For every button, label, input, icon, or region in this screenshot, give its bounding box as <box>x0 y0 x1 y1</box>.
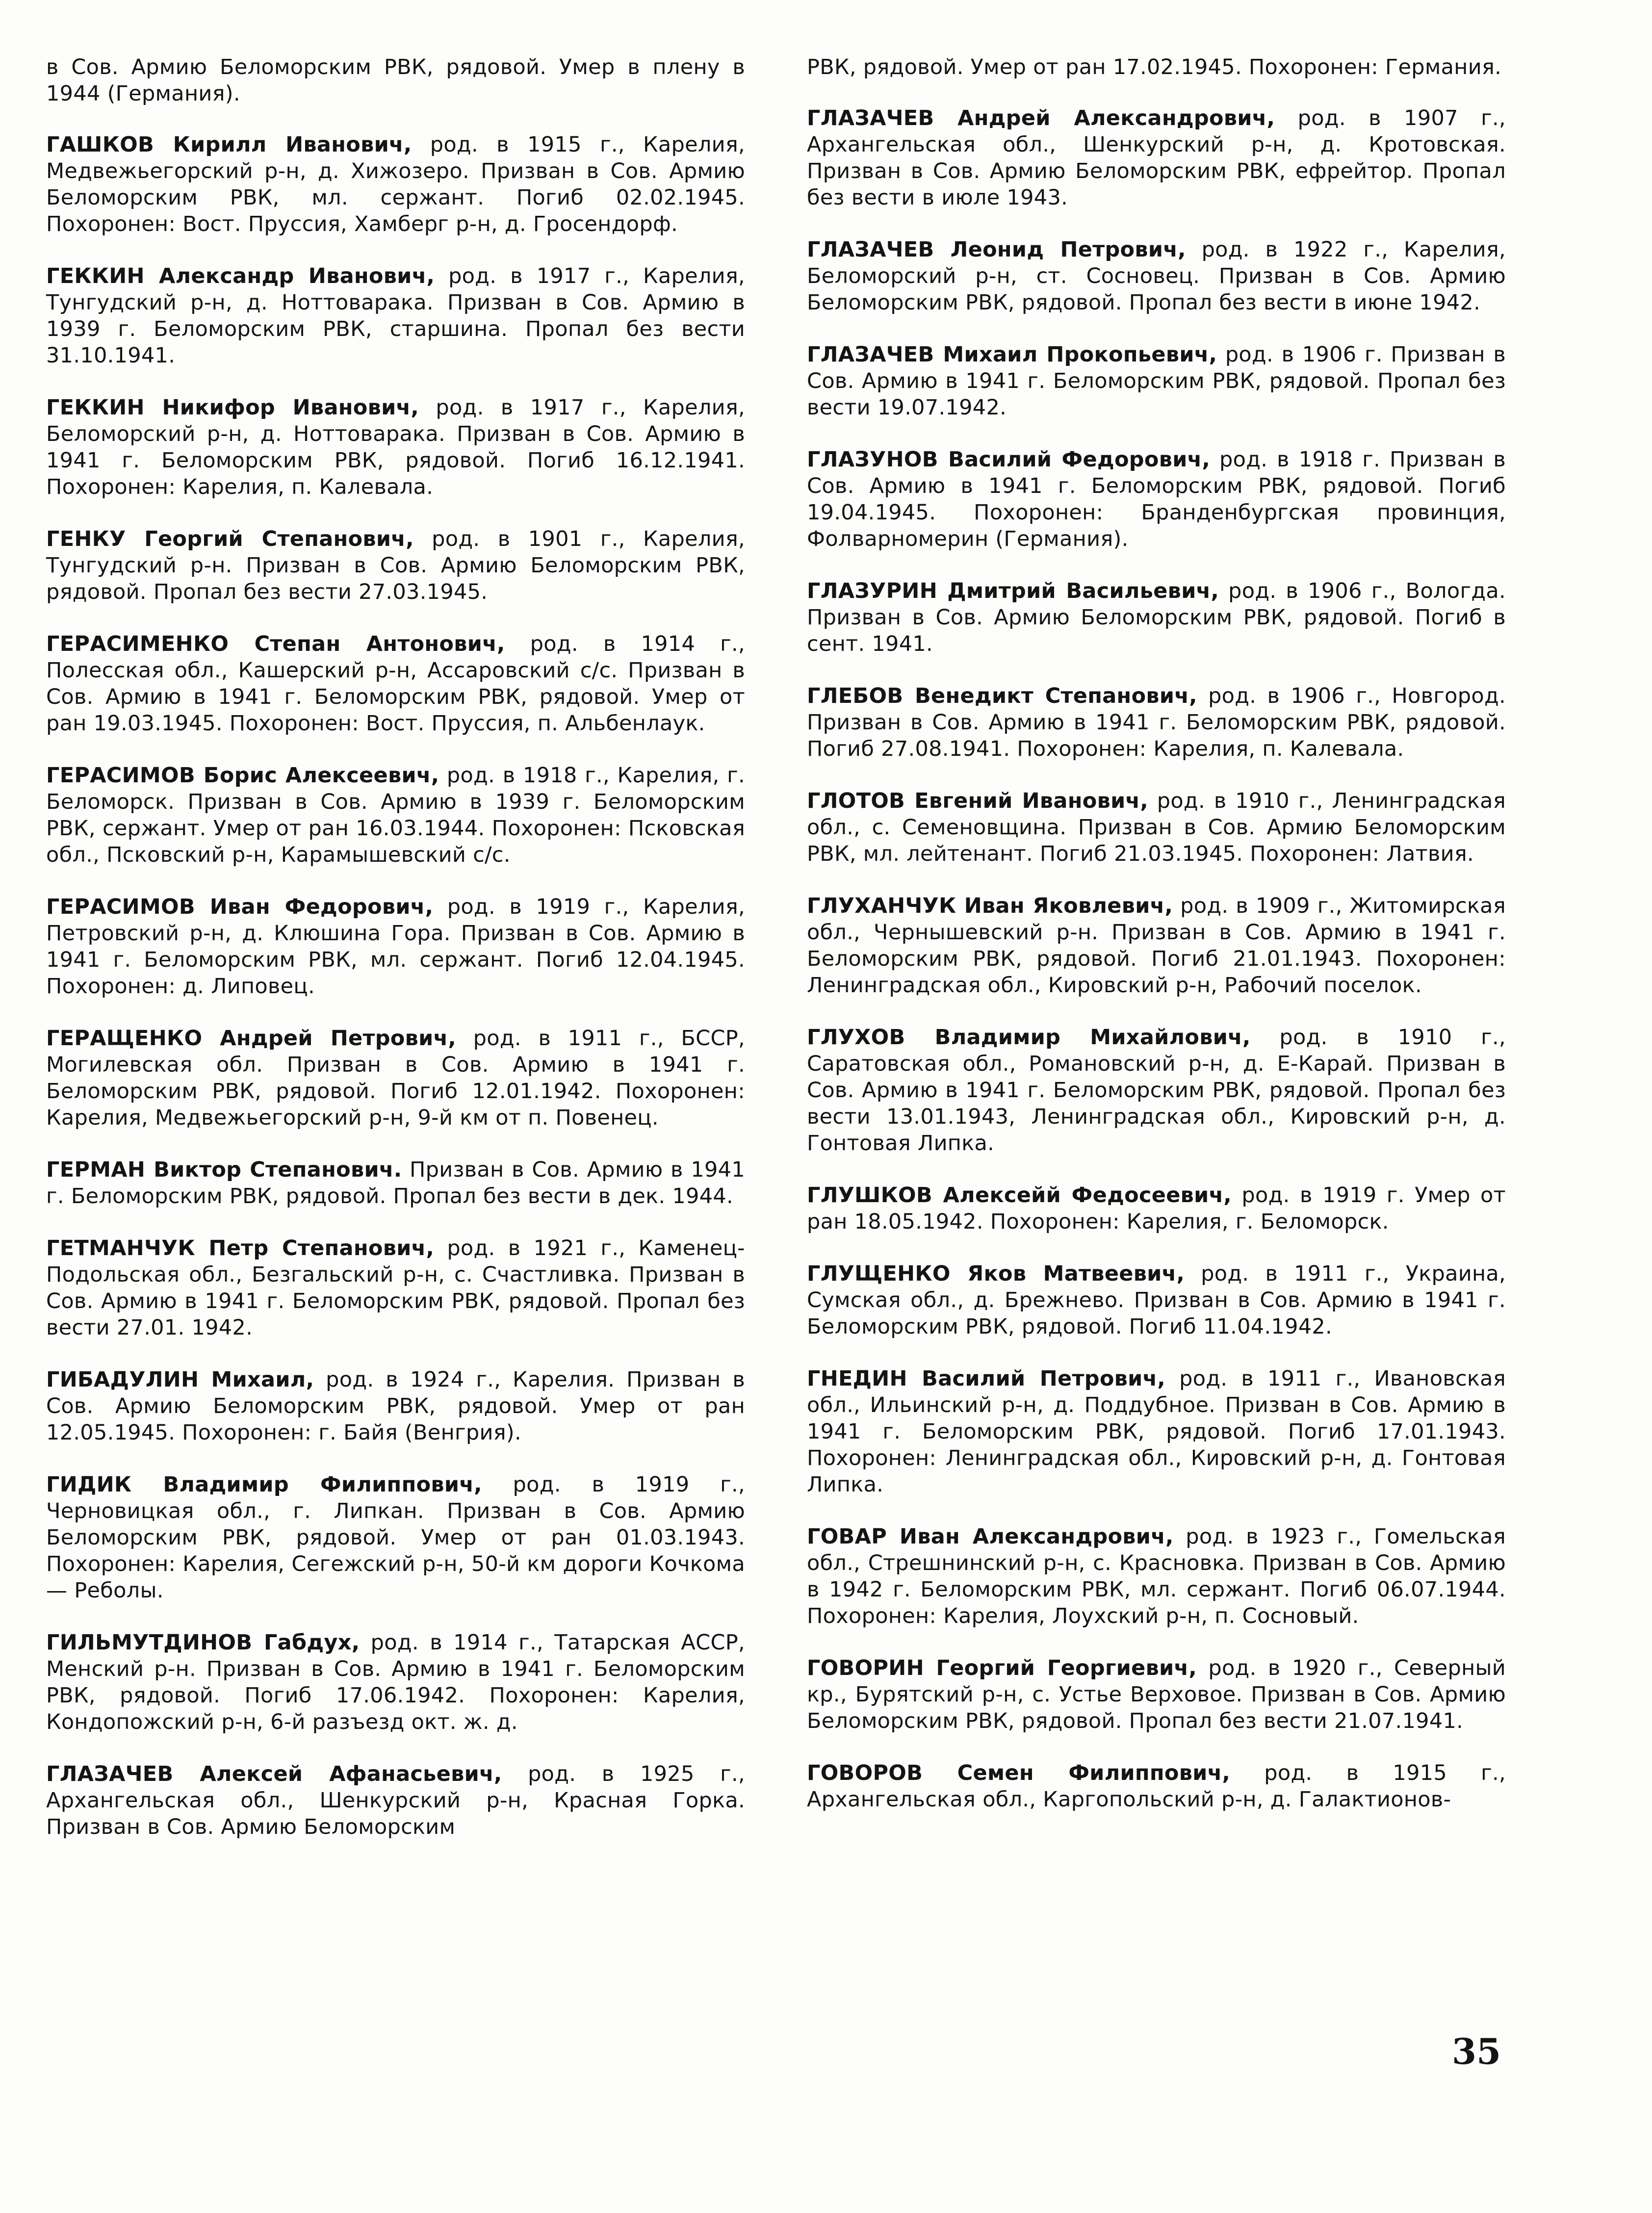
entry <box>807 1365 1506 1498</box>
entry <box>807 1523 1506 1629</box>
entry-name: ГЛУШКОВ Алексейй Федосеевич, <box>807 1183 1232 1208</box>
entry-name: ГОВОРИН Георгий Георгиевич, <box>807 1656 1197 1680</box>
entry <box>46 762 745 868</box>
entry-text: род. в 1921 г., Каменец-Подольская обл., Безгальский р-н, с. Счастливка. Призван в Сов. Армию в 1941 г. Беломорским РВК, рядовой. Пропал без вести 27.01. 1942. <box>46 1236 745 1340</box>
entry <box>46 131 745 237</box>
entry-text: род. в 1911 г., Украина, Сумская обл., д. Брежнево. Призван в Сов. Армию в 1941 г. Беломорским РВК, рядовой. Погиб 11.04.1942. <box>807 1261 1506 1339</box>
entry <box>807 1182 1506 1235</box>
entry <box>807 788 1506 867</box>
entry-text: род. в 1906 г., Новгород. Призван в Сов. Армию в 1941 г. Беломорским РВК, рядовой. Погиб 27.08.1941. Похоронен: Карелия, п. Калевала. <box>807 684 1506 761</box>
entry-text: род. в 1919 г. Умер от ран 18.05.1942. Похоронен: Карелия, г. Беломорск. <box>807 1183 1506 1234</box>
entry <box>46 1629 745 1735</box>
entry <box>46 394 745 500</box>
entry <box>46 263 745 369</box>
entry-text: род. в 1914 г., Полесская обл., Кашерский р-н, Ассаровский с/с. Призван в Сов. Армию в 1941 г. Беломорским РВК, рядовой. Умер от ран 19.03.1945. Похоронен: Вост. Пруссия, п. Альбенлаук. <box>46 632 745 736</box>
entry <box>807 1261 1506 1340</box>
entry-name: ГЛАЗАЧЕВ Андрей Александрович, <box>807 106 1275 130</box>
entry-text: род. в 1915 г., Карелия, Медвежьегорский р-н, д. Хижозеро. Призван в Сов. Армию Беломорским РВК, мл. сержант. Погиб 02.02.1945. Похоронен: Вост. Пруссия, Хамберг р-н, д. Гросендорф. <box>46 132 746 236</box>
left-column <box>46 54 745 1866</box>
entry-name: ГЛУХАНЧУК Иван Яковлевич, <box>807 894 1173 918</box>
entry <box>46 631 745 737</box>
entry <box>46 54 745 107</box>
entry-name: ГЕРАСИМЕНКО Степан Антонович, <box>46 632 505 656</box>
entry <box>807 578 1506 657</box>
entry-text: род. в 1906 г. Призван в Сов. Армию в 1941 г. Беломорским РВК, рядовой. Пропал без вести 19.07.1942. <box>807 342 1506 420</box>
entry <box>807 683 1506 762</box>
entry-name: ГЕККИН Александр Иванович, <box>46 264 435 288</box>
entry-name: ГЛАЗАЧЕВ Алексей Афанасьевич, <box>46 1762 502 1786</box>
entry-text: род. в 1917 г., Карелия, Тунгудский р-н, д. Ноттоварака. Призван в Сов. Армию в 1939 г. Беломорским РВК, старшина. Пропал без вести 31.10.1941. <box>46 264 745 368</box>
entry <box>807 341 1506 421</box>
entry-text: Призван в Сов. Армию в 1941 г. Беломорским РВК, рядовой. Пропал без вести в дек. 1944. <box>46 1158 745 1209</box>
entry-name: ГЕНКУ Георгий Степанович, <box>46 527 414 551</box>
entry <box>807 54 1506 80</box>
entry-text: род. в 1915 г., Архангельская обл., Каргопольский р-н, д. Галактионов- <box>807 1761 1506 1812</box>
entry-text: род. в 1919 г., Черновицкая обл., г. Липкан. Призван в Сов. Армию Беломорским РВК, рядовой. Умер от ран 01.03.1943. Похоронен: Карелия, Сегежский р-н, 50-й км дороги Кочкома — Реболы. <box>46 1472 745 1603</box>
entry-text: род. в 1918 г. Призван в Сов. Армию в 1941 г. Беломорским РВК, рядовой. Погиб 19.04.1945. Похоронен: Бранденбургская провинция, Фолварномерин (Германия). <box>807 447 1506 551</box>
entry-name: ГЕРАЩЕНКО Андрей Петрович, <box>46 1026 457 1051</box>
entry <box>807 1760 1506 1813</box>
entry-text: род. в 1925 г., Архангельская обл., Шенкурский р-н, Красная Горка. Призван в Сов. Армию Беломорским <box>46 1762 745 1839</box>
page-number: 35 <box>1452 2031 1501 2072</box>
entry-text: РВК, рядовой. Умер от ран 17.02.1945. Похоронен: Германия. <box>807 55 1502 79</box>
entry <box>46 1235 745 1341</box>
entry-name: ГЕРАСИМОВ Борис Алексеевич, <box>46 763 439 788</box>
entry-name: ГОВОРОВ Семен Филиппович, <box>807 1761 1231 1785</box>
entry-text: род. в 1910 г., Ленинградская обл., с. Семеновщина. Призван в Сов. Армию Беломорским РВК, мл. лейтенант. Погиб 21.03.1945. Похоронен: Латвия. <box>807 789 1506 866</box>
entry <box>46 1761 745 1840</box>
entry-text: род. в 1911 г., БССР, Могилевская обл. Призван в Сов. Армию в 1941 г. Беломорским РВК, рядовой. Погиб 12.01.1942. Похоронен: Карелия, Медвежьегорский р-н, 9-й км от п. Повенец. <box>46 1026 745 1130</box>
entry-text: род. в 1924 г., Карелия. Призван в Сов. Армию Беломорским РВК, рядовой. Умер от ран 12.05.1945. Похоронен: г. Байя (Венгрия). <box>46 1367 746 1445</box>
entry-text: род. в 1910 г., Саратовская обл., Романовский р-н, д. Е-Карай. Призван в Сов. Армию в 1941 г. Беломорским РВК, рядовой. Пропал без вести 13.01.1943, Ленинградская обл., Кировский р-н, д. Гонтовая Липка. <box>807 1025 1506 1156</box>
entry <box>807 105 1506 211</box>
entry-name: ГЛУХОВ Владимир Михайлович, <box>807 1025 1251 1050</box>
entry-text: род. в 1901 г., Карелия, Тунгудский р-н. Призван в Сов. Армию Беломорским РВК, рядовой. Пропал без вести 27.03.1945. <box>46 527 745 604</box>
entry <box>46 894 745 1000</box>
entry-text: род. в 1923 г., Гомельская обл., Стрешнинский р-н, с. Красновка. Призван в Сов. Армию в 1942 г. Беломорским РВК, мл. сержант. Погиб 06.07.1944. Похоронен: Карелия, Лоухский р-н, п. Сосновый. <box>807 1524 1506 1628</box>
entry-text: род. в 1918 г., Карелия, г. Беломорск. Призван в Сов. Армию в 1939 г. Беломорским РВК, сержант. Умер от ран 16.03.1944. Похоронен: Псковская обл., Псковский р-н, Карамышевский с/с. <box>46 763 745 867</box>
entry <box>46 1366 745 1446</box>
entry-name: ГИДИК Владимир Филиппович, <box>46 1472 482 1497</box>
entry-name: ГЛАЗАЧЕВ Михаил Прокопьевич, <box>807 342 1217 367</box>
entry-name: ГЕККИН Никифор Иванович, <box>46 395 419 420</box>
entry <box>807 236 1506 316</box>
right-column <box>807 54 1506 1838</box>
entry-text: род. в 1906 г., Вологда. Призван в Сов. Армию Беломорским РВК, рядовой. Погиб в сент. 1941. <box>807 579 1506 656</box>
entry-name: ГЛАЗУРИН Дмитрий Васильевич, <box>807 579 1219 603</box>
entry-text: род. в 1911 г., Ивановская обл., Ильинский р-н, д. Поддубное. Призван в Сов. Армию в 1941 г. Беломорским РВК, рядовой. Погиб 17.01.1943. Похоронен: Ленинградская обл., Кировский р-н, д. Гонтовая Липка. <box>807 1366 1506 1497</box>
entry-text: род. в 1917 г., Карелия, Беломорский р-н, д. Ноттоварака. Призван в Сов. Армию в 1941 г. Беломорским РВК, рядовой. Погиб 16.12.1941. Похоронен: Карелия, п. Калевала. <box>46 395 746 499</box>
entry-name: ГЛЕБОВ Венедикт Степанович, <box>807 684 1197 708</box>
entry-text: род. в 1914 г., Татарская АССР, Менский р-н. Призван в Сов. Армию в 1941 г. Беломорским РВК, рядовой. Погиб 17.06.1942. Похоронен: Карелия, Кондопожский р-н, 6-й разъезд окт. ж. д. <box>46 1630 745 1734</box>
entry <box>46 1025 745 1131</box>
entry-name: ГАШКОВ Кирилл Иванович, <box>46 132 412 157</box>
entry-text: род. в 1919 г., Карелия, Петровский р-н, д. Клюшина Гора. Призван в Сов. Армию в 1941 г. Беломорским РВК, мл. сержант. Погиб 12.04.1945. Похоронен: д. Липовец. <box>46 895 745 999</box>
entry-name: ГЛАЗУНОВ Василий Федорович, <box>807 447 1211 472</box>
entry <box>46 1157 745 1209</box>
entry-name: ГЛАЗАЧЕВ Леонид Петрович, <box>807 237 1186 262</box>
entry <box>46 526 745 605</box>
entry <box>807 1655 1506 1734</box>
entry-name: ГЕТМАНЧУК Петр Степанович, <box>46 1236 435 1261</box>
entry-name: ГИЛЬМУТДИНОВ Габдух, <box>46 1630 360 1655</box>
entry <box>807 1024 1506 1157</box>
entry-name: ГЕРМАН Виктор Степанович. <box>46 1158 402 1182</box>
entry-text: род. в 1907 г., Архангельская обл., Шенкурский р-н, д. Кротовская. Призван в Сов. Армию Беломорским РВК, ефрейтор. Пропал без вести в июле 1943. <box>807 106 1506 210</box>
entry <box>46 1471 745 1604</box>
entry-name: ГНЕДИН Василий Петрович, <box>807 1366 1166 1391</box>
entry <box>807 446 1506 552</box>
entry-name: ГЛУЩЕНКО Яков Матвеевич, <box>807 1261 1185 1286</box>
entry-text: в Сов. Армию Беломорским РВК, рядовой. Умер в плену в 1944 (Германия). <box>46 55 745 106</box>
entry-text: род. в 1909 г., Житомирская обл., Чернышевский р-н. Призван в Сов. Армию в 1941 г. Беломорским РВК, рядовой. Погиб 21.01.1943. Похоронен: Ленинградская обл., Кировский р-н, Рабочий поселок. <box>807 894 1506 998</box>
entry <box>807 893 1506 999</box>
entry-name: ГЕРАСИМОВ Иван Федорович, <box>46 895 434 919</box>
entry-text: род. в 1920 г., Северный кр., Бурятский р-н, с. Устье Верховое. Призван в Сов. Армию Беломорским РВК, рядовой. Пропал без вести 21.07.1941. <box>807 1656 1506 1733</box>
entry-name: ГОВАР Иван Александрович, <box>807 1524 1174 1549</box>
entry-text: род. в 1922 г., Карелия, Беломорский р-н, ст. Сосновец. Призван в Сов. Армию Беломорским РВК, рядовой. Пропал без вести в июне 1942. <box>807 237 1506 315</box>
entry-name: ГЛОТОВ Евгений Иванович, <box>807 789 1148 813</box>
entry-name: ГИБАДУЛИН Михаил, <box>46 1367 314 1392</box>
